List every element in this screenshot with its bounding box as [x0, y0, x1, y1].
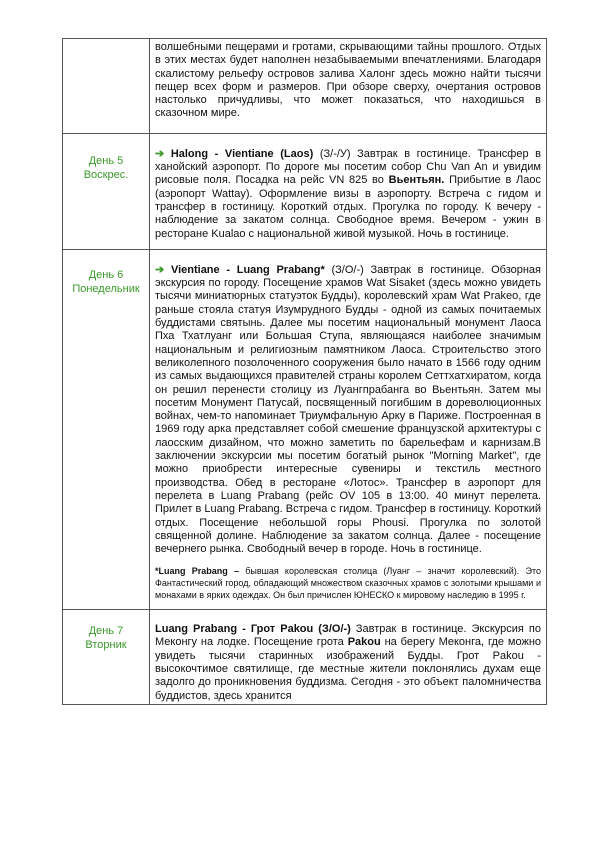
- day-number: День 5: [88, 154, 124, 167]
- day-cell: [63, 610, 150, 705]
- description-text: (З/О/-) Завтрак в гостинице. Обзорная экскурсия по городу. Посещение храмов Wat Sisaket (здесь можно увидеть тысячи миниатюрных статуэток Будды), королевский храм Wat Prakeo, где раньше стояла статуя Изумрудного Будды - одной из самых почитаемых буддистами святынь. Далее мы посетим национальный монумент Лаоса Пха Тхатлуанг или Большая Ступа, являющаяся наиболее значимым национальным и религиозным памятником Лаоса. Строительство этого великолепного позолоченного сооружения было начато в 1566 году одним из самых выдающихся правителей страны королем Сеттхатхиратом, когда он решил перенести столицу из Луангпрабанга во Вьентьян. Затем мы посетим Монумент Патусай, посвященный погибшим в дореволюционных войнах, чем-то напоминает Триумфальную Арку в Париже. Построенная в 1969 году арка представляет собой смешение французской архитектуры с лаосским дизайном, что можно заметить по барельефам и карнизам.В заключении экскурсии мы посетим богатый рынок "Morning Market", где можно приобрести интересные сувениры и текстиль местного производства. Обед в ресторане «Лотос». Трансфер в аэропорт для перелета в Luang Prabang (рейс OV 105 в 13:00. 40 минут перелета. Прилет в Luang Prabang. Встреча с гидом. Трансфер в гостиницу. Короткий отдых. Посещение небольшой горы Phousi. Прогулка по золотой священной долине. Наблюдение за закатом солнца. Далее - посещение вечернего рынка. Свободный вечер в городе. Ночь в гостинице.: [155, 263, 541, 556]
- description-text: волшебными пещерами и гротами, скрывающими тайны прошлого. Отдых в этих местах будет наполнен незабываемыми впечатлениями. Благодаря скалистому рельефу островов залива Халонг здесь можно найти тысячи пещер всех форм и размеров. При обзоре сверху, очертания островов настолько причудливы, что может показаться, что находишься в сказочном мире.: [155, 41, 541, 120]
- cave-name: Pakou: [347, 636, 381, 649]
- meals-text: (З/-/У) Завтрак в гостинице. Трансфер в ханойский аэропорт. По дороге мы посетим собор Chu Van An и увидим рисовые поля. Посадка на рейс VN 825 во: [155, 147, 541, 187]
- footnote: [150, 566, 546, 609]
- itinerary-row-day7: [63, 610, 547, 705]
- description-text: на берегу Меконга, где можно увидеть тысячи старинных изображений Будды. Грот Pakou - высокочтимое святилище, где местные жители поклонялись духам еще задолго до проникновения буддизма. Сегодня - это объект паломничества буддистов, здесь хранится: [155, 636, 542, 702]
- day-cell: [63, 249, 150, 609]
- day-cell: [63, 39, 150, 134]
- description-cell: [150, 610, 547, 705]
- day-weekday: Вторник: [85, 639, 127, 652]
- itinerary-table: [62, 38, 547, 705]
- day-weekday: Воскрес.: [83, 168, 129, 181]
- itinerary-row-continuation: [63, 39, 547, 134]
- day-cell: [63, 133, 150, 249]
- description-cell: [150, 133, 547, 249]
- footnote-title: *Luang Prabang –: [155, 566, 239, 577]
- day-number: День 7: [88, 625, 124, 638]
- description-cell: [150, 39, 547, 134]
- route-title: Vientiane - Luang Prabang*: [170, 263, 325, 276]
- itinerary-row-day5: [63, 133, 547, 249]
- arrow-icon: ➔: [155, 147, 165, 160]
- footnote-text: бывшая королевская столица (Луанг – значит королевский). Это Фантастический город, обладающий множеством сказочных храмов с золотыми крышами и монахами в ярких одеждах. Он был причислен ЮНЕСКО к мировому наследию в 1995 г.: [155, 566, 542, 600]
- description-text: Прибытие в Лаос (аэропорт Wattay). Оформление визы в аэропорту. Встреча с гидом и трансфер в гостиницу. Короткий отдых. Прогулка по городу. К вечеру - наблюдение за закатом солнца. Свободное время. Вечером - ужин в ресторане Kualao с национальной живой музыкой. Ночь в гостинице.: [155, 174, 541, 240]
- meals-text: Завтрак в гостинице. Экскурсия по Меконгу на лодке. Посещение грота: [155, 623, 541, 649]
- arrow-icon: ➔: [155, 263, 165, 276]
- day-weekday: Понедельник: [72, 282, 140, 295]
- itinerary-row-day6: [63, 249, 547, 609]
- city-name: Вьентьян.: [388, 174, 445, 187]
- description-cell: [150, 249, 547, 609]
- route-title: Halong - Vientiane (Laos): [170, 147, 314, 160]
- route-title: Luang Prabang - Грот Pakou (З/О/-): [155, 623, 351, 636]
- day-number: День 6: [88, 268, 124, 281]
